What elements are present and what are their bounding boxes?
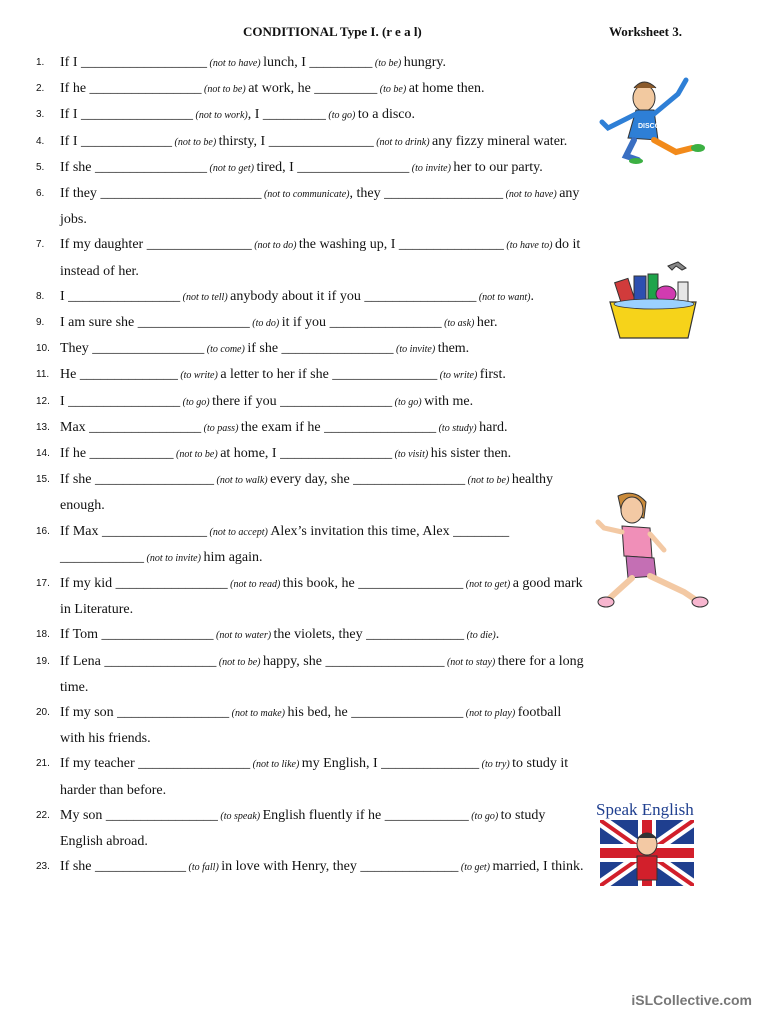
exercise-item [0, 129, 588, 155]
sentence-text: at work, he [248, 81, 315, 97]
answer-blank[interactable]: ______________ [366, 627, 465, 643]
sentence-text: Max [60, 419, 90, 435]
sentence-text: there for a long time. [60, 653, 584, 695]
exercise-number: 12. [36, 395, 50, 407]
answer-blank[interactable]: _______________ [146, 237, 252, 253]
sentence-text: do it instead of her. [60, 237, 581, 279]
answer-blank[interactable]: _____________ [81, 133, 172, 149]
exercise-item [0, 751, 588, 802]
sentence-text: her to our party. [453, 159, 543, 175]
answer-blank[interactable]: _____________ [95, 859, 186, 875]
exercise-item [0, 102, 588, 128]
sentence-text: If she [60, 859, 95, 875]
verb-hint: (to pass) [201, 422, 241, 434]
sentence-text: hard. [479, 419, 508, 435]
sentence-text: the exam if he [240, 419, 325, 435]
disco-dancer-illustration [596, 70, 711, 165]
answer-blank[interactable]: _______________________ [100, 186, 262, 202]
sentence-text: in love with Henry, they [221, 859, 361, 875]
verb-hint: (not to read) [227, 579, 283, 591]
verb-hint: (to die) [464, 630, 496, 642]
verb-hint: (not to tell) [180, 291, 231, 303]
exercise-number: 8. [36, 290, 45, 302]
exercise-number: 21. [36, 758, 50, 770]
sentence-text: if she [247, 341, 282, 357]
verb-hint: (not to be) [201, 84, 249, 96]
answer-blank[interactable]: ____________ [384, 807, 469, 823]
sentence-text: anybody about it if you [230, 288, 365, 304]
verb-hint: (not to drink) [373, 136, 433, 148]
verb-hint: (to fall) [186, 862, 222, 874]
verb-hint: (not to be) [216, 656, 263, 668]
sentence-text: his sister then. [430, 446, 512, 462]
verb-hint: (to write) [177, 370, 221, 382]
exercise-item [0, 362, 588, 388]
exercise-number: 11. [36, 369, 50, 381]
sentence-text: lunch, I [263, 55, 310, 70]
exercise-item [0, 467, 588, 518]
worksheet-number: Worksheet 3. [609, 24, 682, 39]
sentence-text: If I [60, 55, 81, 70]
verb-hint: (not to like) [250, 759, 302, 771]
sentence-text: at home then. [408, 81, 485, 97]
sentence-text: a good mark in Literature. [60, 576, 583, 618]
answer-blank[interactable]: ________________ [117, 705, 230, 721]
sentence-text: If he [60, 446, 90, 462]
verb-hint: (to speak) [217, 810, 263, 822]
sentence-text: the violets, they [273, 627, 367, 643]
sentence-text: football with his friends. [60, 705, 562, 747]
sentence-text: If my son [60, 705, 118, 721]
sentence-text: to study English abroad. [60, 807, 546, 850]
answer-blank[interactable]: ________________ [68, 393, 181, 409]
answer-blank[interactable]: ______________ [79, 367, 178, 383]
answer-blank[interactable]: ________________ [68, 288, 181, 304]
sentence-text: any jobs. [60, 186, 580, 228]
exercise-item [0, 803, 588, 854]
verb-hint: (not to invite) [144, 552, 204, 564]
verb-hint: (not to want) [476, 291, 531, 303]
speak-english-illustration [596, 800, 708, 900]
sentence-text: If she [60, 472, 95, 488]
watermark: iSLCollective.com [631, 992, 752, 1008]
answer-blank[interactable]: ________________ [281, 341, 394, 357]
sentence-text: at home, I [220, 446, 281, 462]
exercise-item [0, 700, 588, 751]
sentence-text: it if you [281, 315, 330, 331]
answer-blank[interactable]: ______________ [360, 859, 459, 875]
sentence-text: If my kid [60, 576, 116, 592]
verb-hint: (not to make) [229, 708, 288, 720]
answer-blank[interactable]: _________________ [95, 472, 214, 488]
sentence-text: her. [476, 315, 498, 331]
answer-blank[interactable]: ________________ [115, 576, 228, 592]
sentence-text: Alex’s invitation this time, Alex [270, 523, 454, 539]
answer-blank[interactable]: __________________ [81, 55, 207, 70]
sentence-text: a letter to her if she [220, 367, 333, 383]
verb-hint: (to have to) [503, 240, 555, 252]
exercise-item [0, 519, 588, 571]
sentence-text: his bed, he [287, 705, 352, 721]
verb-hint: (to try) [479, 759, 513, 771]
verb-hint: (to get) [458, 862, 493, 874]
sentence-text: . [495, 627, 500, 643]
sentence-text: If Lena [60, 653, 105, 669]
answer-blank[interactable]: _________________ [384, 186, 504, 202]
exercise-item [0, 310, 588, 336]
answer-blank[interactable]: ________________ [280, 446, 393, 462]
sentence-text: If Tom [60, 627, 102, 643]
sentence-text: thirsty, I [218, 133, 269, 149]
sentence-text: My son [60, 807, 106, 823]
verb-hint: (not to be) [465, 475, 512, 487]
sentence-text: If Max [60, 523, 102, 539]
verb-hint: (not to be) [172, 136, 219, 148]
exercise-number: 19. [36, 655, 50, 667]
verb-hint: (not to walk) [214, 475, 271, 487]
sentence-text: If they [60, 186, 101, 202]
sentence-text: tired, I [256, 159, 298, 175]
exercise-item [0, 181, 588, 232]
sentence-text: married, I think. [492, 859, 584, 875]
verb-hint: (to ask) [441, 318, 477, 330]
sentence-text: to study it harder than before. [60, 756, 569, 798]
answer-blank[interactable]: ________________ [351, 705, 464, 721]
exercise-number: 2. [36, 83, 45, 95]
verb-hint: (to come) [204, 344, 248, 356]
sentence-text: English fluently if he [262, 807, 385, 823]
sentence-text: to a disco. [357, 107, 415, 123]
exercise-number: 13. [36, 421, 50, 433]
disco-shirt-text: DISCO [638, 123, 661, 130]
answer-blank[interactable]: ________________ [101, 627, 214, 643]
exercise-number: 15. [36, 474, 50, 486]
verb-hint: (to study) [436, 422, 480, 434]
verb-hint: (to invite) [409, 162, 454, 174]
verb-hint: (to go) [468, 810, 501, 822]
sentence-text: happy, she [262, 653, 326, 669]
sentence-text: They [60, 341, 93, 357]
exercise-item [0, 284, 588, 310]
speak-english-caption: Speak English [596, 800, 694, 819]
exercise-number: 18. [36, 629, 50, 641]
verb-hint: (not to accept) [207, 526, 271, 538]
sentence-text: If she [60, 159, 95, 175]
answer-blank[interactable]: ________________ [280, 393, 393, 409]
exercise-number: 20. [36, 707, 50, 719]
exercise-item [0, 649, 588, 700]
answer-blank[interactable]: ________________ [137, 315, 250, 331]
exercise-number: 3. [36, 109, 45, 121]
exercise-number: 23. [36, 861, 50, 873]
exercise-item [0, 76, 588, 102]
verb-hint: (not to be) [173, 449, 221, 461]
exercise-number: 5. [36, 161, 45, 173]
sentence-text: , I [247, 107, 263, 123]
exercise-number: 14. [36, 448, 50, 460]
exercise-number: 17. [36, 578, 50, 590]
verb-hint: (to be) [377, 84, 409, 96]
verb-hint: (to go) [325, 110, 358, 122]
verb-hint: (to do) [249, 318, 282, 330]
exercise-number: 22. [36, 809, 50, 821]
sentence-text: the washing up, I [298, 237, 399, 253]
answer-blank[interactable]: _______________ [268, 133, 374, 149]
answer-blank[interactable]: _________ [314, 81, 378, 97]
answer-blank[interactable]: _______________ [332, 367, 438, 383]
exercise-number: 9. [36, 317, 45, 329]
verb-hint: (not to communicate) [261, 189, 350, 201]
verb-hint: (to be) [372, 58, 404, 69]
exercise-number: 4. [36, 135, 45, 147]
exercise-item [0, 622, 588, 648]
exercise-item [0, 389, 588, 415]
verb-hint: (not to get) [463, 579, 513, 591]
answer-blank[interactable]: ________________ [104, 653, 217, 669]
worksheet-header [0, 24, 768, 44]
sentence-text: If he [60, 81, 90, 97]
verb-hint: (to invite) [393, 344, 438, 356]
answer-blank[interactable]: ________________ [364, 288, 477, 304]
exercise-list [0, 50, 600, 881]
sentence-text: them. [437, 341, 470, 357]
verb-hint: (to write) [437, 370, 480, 382]
answer-blank[interactable]: ____________ [89, 446, 174, 462]
sentence-text: first. [479, 367, 506, 383]
sentence-text: healthy enough. [60, 472, 554, 514]
sentence-text: I [60, 393, 69, 409]
sentence-text: If my daughter [60, 237, 147, 253]
verb-hint: (not to do) [251, 240, 299, 252]
exercise-number: 1. [36, 57, 45, 68]
answer-blank[interactable]: ________________ [105, 807, 218, 823]
answer-blank[interactable]: ________________ [297, 159, 410, 175]
answer-blank[interactable]: ______________ [381, 756, 480, 772]
exercise-number: 6. [36, 188, 45, 200]
washing-up-illustration [606, 256, 702, 348]
answer-blank[interactable]: ________________ [138, 756, 251, 772]
verb-hint: (not to stay) [444, 656, 498, 668]
verb-hint: (not to get) [207, 162, 257, 174]
sentence-text: He [60, 367, 80, 383]
sentence-text: any fizzy mineral water. [432, 133, 568, 149]
sentence-text: every day, she [270, 472, 354, 488]
exercise-number: 7. [36, 239, 45, 251]
verb-hint: (not to water) [213, 630, 274, 642]
sentence-text: my English, I [301, 756, 382, 772]
answer-blank[interactable]: ________________ [89, 81, 202, 97]
sentence-text: hungry. [403, 55, 447, 70]
exercise-item [0, 571, 588, 622]
sentence-text: , they [349, 186, 385, 202]
union-jack-flag-icon [600, 820, 694, 886]
answer-blank[interactable]: ________________ [81, 107, 193, 123]
verb-hint: (not to have) [207, 58, 264, 69]
sentence-text: with me. [424, 393, 474, 409]
verb-hint: (to go) [392, 396, 425, 408]
answer-blank[interactable]: _________________ [325, 653, 445, 669]
sentence-text: this book, he [282, 576, 359, 592]
answer-blank[interactable]: _________ [309, 55, 373, 70]
answer-blank[interactable]: ________________ [324, 419, 437, 435]
exercise-item [0, 232, 588, 283]
answer-blank[interactable]: ________ ____________ [60, 523, 510, 565]
exercise-item [0, 336, 588, 362]
answer-blank[interactable]: ________________ [329, 315, 442, 331]
answer-blank[interactable]: _______________ [398, 237, 504, 253]
sentence-text: I am sure she [60, 315, 138, 331]
sentence-text: there if you [212, 393, 281, 409]
verb-hint: (to visit) [392, 449, 431, 461]
sentence-text: . [530, 288, 534, 304]
answer-blank[interactable]: ________________ [89, 419, 202, 435]
sentence-text: If I [60, 107, 81, 123]
verb-hint: (not to have) [503, 189, 560, 201]
exercise-number: 10. [36, 343, 50, 355]
exercise-item [0, 50, 588, 76]
exercise-item [0, 155, 588, 181]
answer-blank[interactable]: _________ [262, 107, 326, 123]
answer-blank[interactable]: ________________ [92, 341, 205, 357]
sentence-text: If my teacher [60, 756, 139, 772]
exercise-number: 16. [36, 525, 50, 537]
walking-woman-illustration [592, 488, 714, 614]
sentence-text: I [60, 288, 69, 304]
verb-hint: (not to work) [193, 110, 248, 122]
sentence-text: him again. [203, 549, 263, 565]
answer-blank[interactable]: _______________ [102, 523, 207, 539]
worksheet-title: CONDITIONAL Type I. (r e a l) [243, 24, 422, 39]
exercise-item [0, 441, 588, 467]
exercise-item [0, 854, 588, 880]
answer-blank[interactable]: ________________ [353, 472, 466, 488]
verb-hint: (to go) [180, 396, 213, 408]
exercise-item [0, 415, 588, 441]
sentence-text: If I [60, 133, 81, 149]
answer-blank[interactable]: ________________ [95, 159, 207, 175]
verb-hint: (not to play) [463, 708, 518, 720]
answer-blank[interactable]: _______________ [358, 576, 464, 592]
